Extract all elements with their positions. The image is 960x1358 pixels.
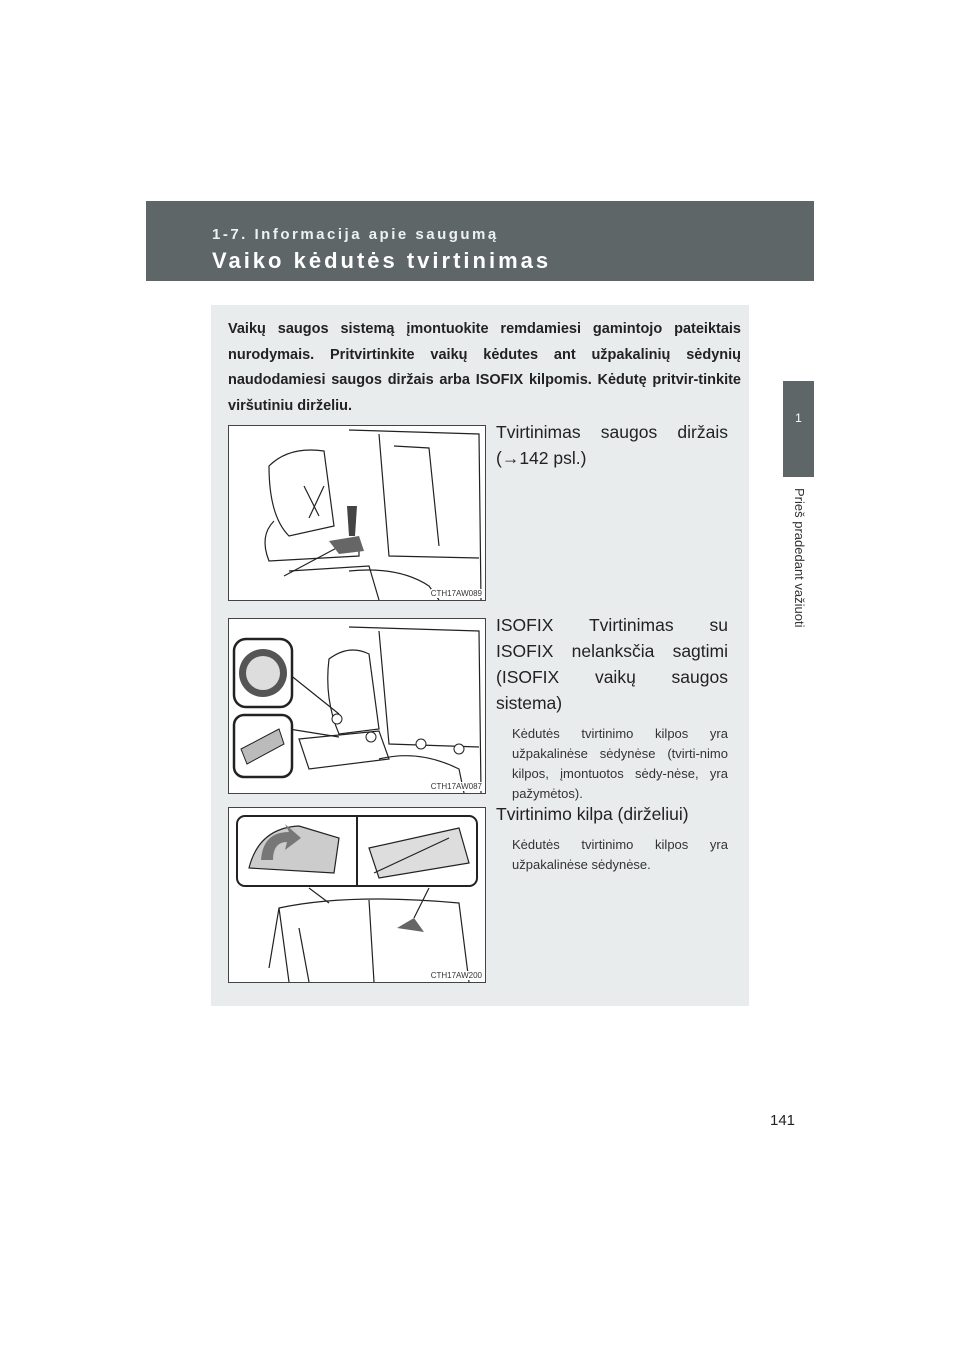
figure-isofix-installation: [228, 618, 486, 794]
page-title: Vaiko kėdutės tvirtinimas: [212, 248, 552, 273]
child-seat-illustration: [229, 426, 485, 600]
section-heading: ISOFIX Tvirtinimas su ISOFIX nelanksčia sagtimi (ISOFIX vaikų saugos sistema): [496, 615, 728, 713]
chapter-side-label: [779, 488, 819, 628]
section-label: 1-7. Informacija apie saugumą: [212, 226, 499, 243]
figure-code: CTH17AW200: [430, 971, 482, 980]
page-number: 141: [770, 1112, 796, 1129]
intro-paragraph: Vaikų saugos sistemą įmontuokite remdamiesi gamintojo pateiktais nurodymais. Pritvirtinkite vaikų kėdutes ant užpakalinių sėdynių naudodamiesi saugos diržais arba ISOFIX kilpomis. Kėdutę pritvir-tinkite viršutiniu dirželiu.: [228, 321, 741, 414]
figure-code: CTH17AW089: [430, 589, 482, 598]
figure-code: CTH17AW087: [430, 782, 482, 791]
section-isofix: [496, 612, 728, 804]
section-heading: Tvirtinimo kilpa (dirželiui): [496, 804, 689, 824]
section-note: Kėdutės tvirtinimo kilpos yra užpakalinėse sėdynėse (tvirti-nimo kilpos, įmontuotos sėdy-nėse, yra pažymėtos).: [512, 726, 728, 801]
section-note: Kėdutės tvirtinimo kilpos yra užpakalinėse sėdynėse.: [512, 837, 728, 872]
section-heading: Tvirtinimas saugos diržais (→142 psl.): [496, 422, 728, 468]
tether-anchor-illustration: [229, 808, 485, 982]
section-seat-belt: [496, 419, 728, 471]
isofix-illustration: [229, 619, 485, 793]
figure-seat-belt-installation: [228, 425, 486, 601]
chapter-header: [146, 201, 814, 281]
content-panel: [211, 305, 749, 1006]
chapter-tab: [783, 381, 814, 477]
figure-tether-anchor: [228, 807, 486, 983]
chapter-tab-number: 1: [795, 411, 802, 425]
section-tether: [496, 801, 728, 875]
chapter-side-label-text: Prieš pradedant važiuoti: [792, 488, 807, 628]
